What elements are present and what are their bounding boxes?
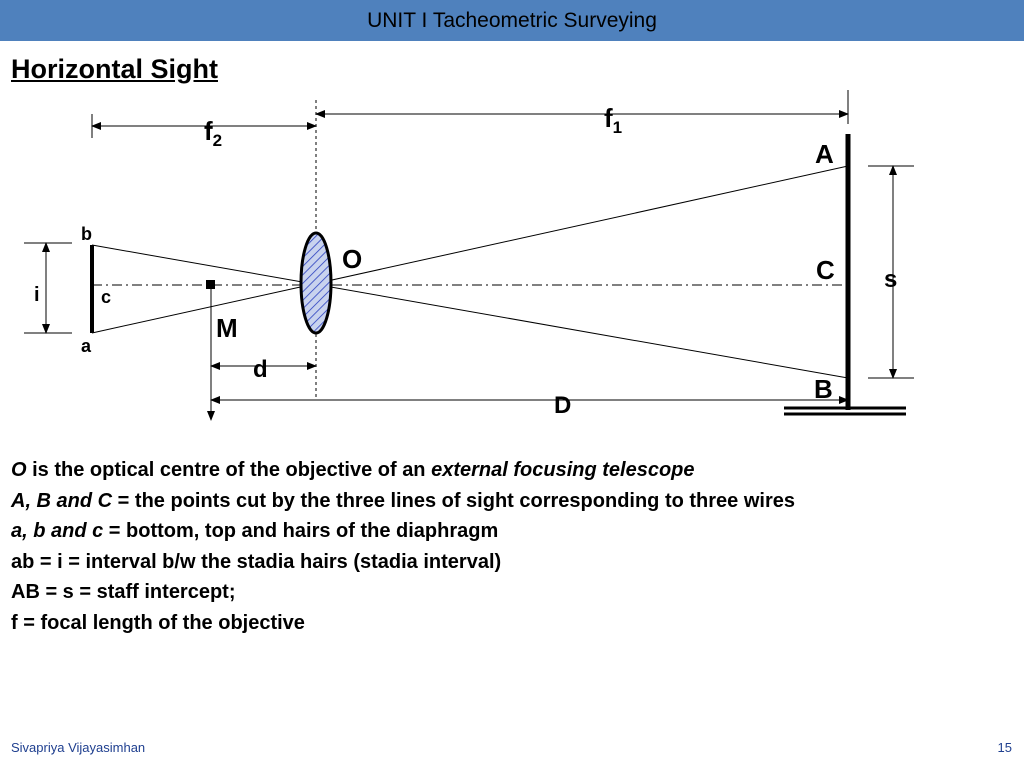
point-M-marker	[206, 280, 215, 289]
header-title: UNIT I Tacheometric Surveying	[367, 8, 657, 32]
description-block	[11, 455, 1011, 638]
description-line-2: A, B and C = the points cut by the three lines of sight corresponding to three wires	[11, 489, 795, 512]
D-label: D	[554, 392, 572, 419]
slide-heading: Horizontal Sight	[11, 54, 218, 84]
sight-line-a-to-A	[92, 166, 848, 333]
label-B: B	[814, 374, 833, 404]
f1-label: $f_1$	[604, 103, 623, 137]
description-line-5: AB = s = staff intercept;	[11, 581, 236, 603]
d-label: d	[253, 356, 268, 383]
sight-line-b-to-B	[92, 245, 848, 378]
description-line-3: a, b and c = bottom, top and hairs of the diaphragm	[11, 520, 499, 542]
label-O: O	[342, 244, 363, 274]
footer-author: Sivapriya Vijayasimhan	[11, 740, 146, 755]
f2-label: $f_2$	[204, 116, 223, 150]
label-M: M	[216, 313, 238, 343]
s-label: s	[884, 266, 898, 293]
label-A: A	[815, 139, 834, 169]
description-line-1: O is the optical centre of the objective of an external focusing telescope	[11, 459, 695, 481]
label-a: a	[81, 336, 92, 356]
label-b: b	[81, 224, 92, 244]
objective-lens	[301, 233, 331, 333]
label-C: C	[816, 255, 835, 285]
description-line-4: ab = i = interval b/w the stadia hairs (stadia interval)	[11, 550, 502, 573]
i-label: i	[34, 284, 40, 306]
description-line-6: f = focal length of the objective	[11, 611, 305, 634]
label-c: c	[101, 287, 112, 307]
footer-page-number: 15	[997, 740, 1012, 755]
